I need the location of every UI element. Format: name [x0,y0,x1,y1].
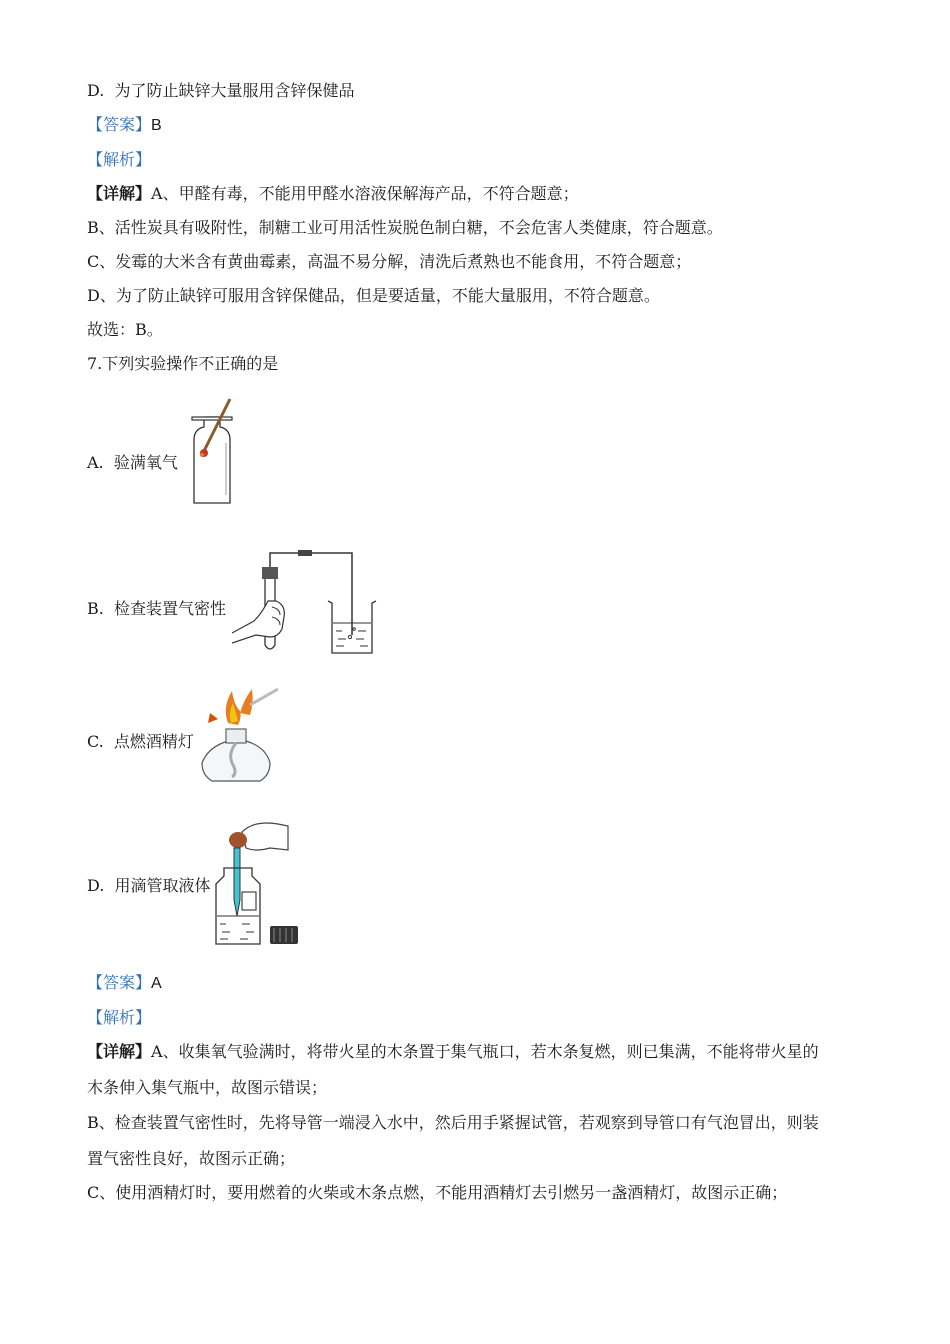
answer-value: B [151,117,162,134]
q7-answer-row [87,973,162,994]
detail-label: 【详解】 [87,1042,152,1061]
airtightness-apparatus-figure [232,545,378,657]
q7-stem: 7.下列实验操作不正确的是 [87,354,279,373]
q7-detail-a-line2: 木条伸入集气瓶中，故图示错误； [87,1078,328,1097]
q7-option-b: B. 检查装置气密性 [87,599,227,618]
q7-detail-b-line1: B、检查装置气密性时，先将导管一端浸入水中，然后用手紧握试管，若观察到导管口有气泡冒出，则装 [87,1113,819,1132]
analysis-label: 【解析】 [87,1008,152,1027]
q7-detail-c: C、使用酒精灯时，要用燃着的火柴或木条点燃，不能用酒精灯去引燃另一盏酒精灯，故图示正确； [87,1183,788,1202]
q7-detail-b-line2: 置气密性良好，故图示正确； [87,1149,296,1168]
answer-value: A [151,975,162,992]
q6-detail-b: B、活性炭具有吸附性，制糖工业可用活性炭脱色制白糖，不会危害人类健康，符合题意。 [87,218,723,237]
q6-option-d: D. 为了防止缺锌大量服用含锌保健品 [87,81,355,100]
q7-detail-a-line1 [87,1042,819,1062]
q6-conclusion: 故选：B。 [87,320,163,339]
q6-detail-c: C、发霉的大米含有黄曲霉素，高温不易分解，清洗后煮熟也不能食用，不符合题意； [87,252,692,271]
answer-label: 【答案】 [87,973,152,992]
gas-bottle-splint-figure [186,395,238,507]
analysis-label: 【解析】 [87,150,152,169]
q7-option-c: C. 点燃酒精灯 [87,732,194,751]
detail-text: A、甲醛有毒，不能用甲醛水溶液保解海产品，不符合题意； [151,184,579,203]
detail-text: A、收集氧气验满时，将带火星的木条置于集气瓶口，若木条复燃，则已集满，不能将带火星的 [151,1042,819,1061]
alcohol-lamp-figure [198,683,280,785]
q7-option-a: A. 验满氧气 [87,453,178,472]
dropper-bottle-figure [212,818,304,948]
q7-option-d: D. 用滴管取液体 [87,876,211,895]
q6-detail-a [87,184,579,204]
q6-answer-row [87,115,162,136]
q6-detail-d: D、为了防止缺锌可服用含锌保健品，但是要适量，不能大量服用，不符合题意。 [87,286,660,305]
answer-label: 【答案】 [87,115,152,134]
detail-label: 【详解】 [87,184,152,203]
